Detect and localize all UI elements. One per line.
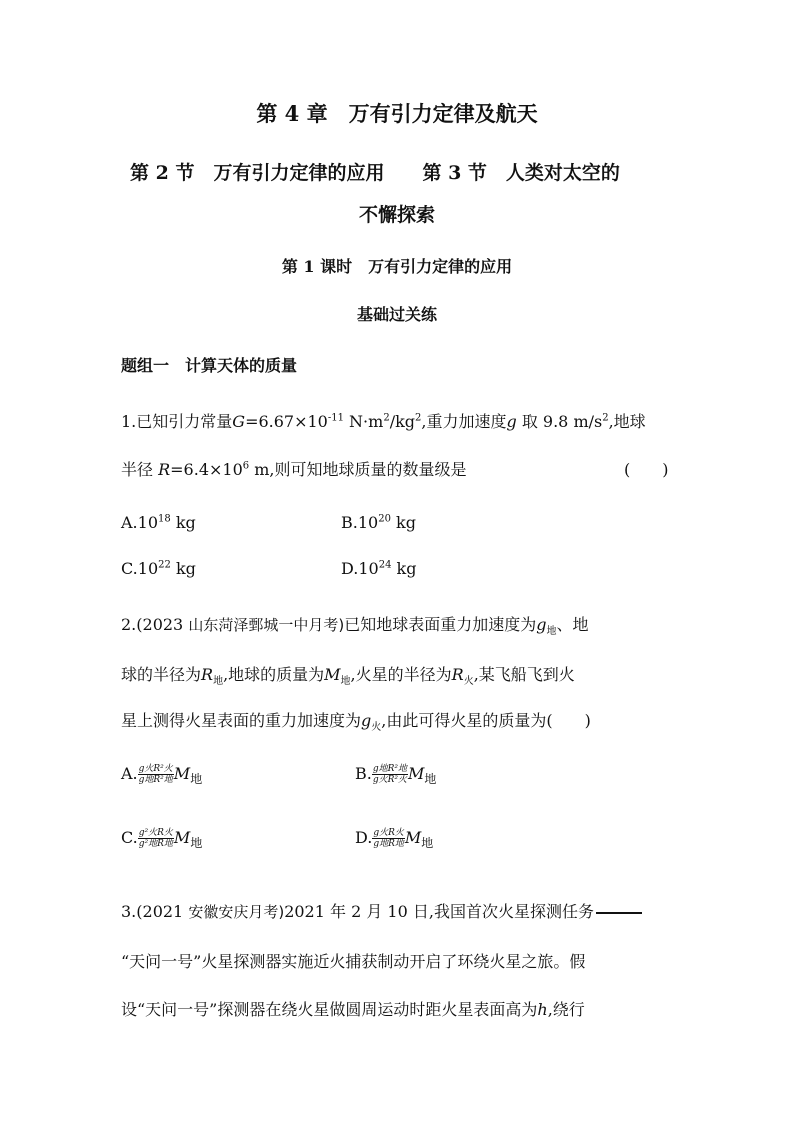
q1-var-r: R bbox=[158, 460, 171, 479]
q2-var: g bbox=[361, 711, 372, 730]
lesson-title: 第 1 课时 万有引力定律的应用 bbox=[281, 257, 513, 276]
q2-choice-d: D. $\frac{\text{g火R火}}{\text{g地R地}}$ $M_地$ bbox=[355, 828, 434, 851]
level-title: 基础过关练 bbox=[356, 305, 437, 324]
q2-sub: 火 bbox=[463, 676, 474, 688]
q3-line2: “天问一号”火星探测器实施近火捕获制动开启了环绕火星之旅。假 bbox=[121, 952, 586, 971]
q1-exp: 6 bbox=[242, 460, 250, 472]
q2-choice-b: B. $\frac{\text{g地R²地}}{\text{g火R²火}}$ $M_地$ bbox=[355, 764, 437, 787]
q3-text: ,绕行 bbox=[547, 1000, 585, 1019]
q3-number: 3.(2021 bbox=[121, 902, 184, 921]
section-title-line2: 不懈探索 bbox=[358, 204, 435, 226]
q2-text: ,火星的半径为 bbox=[350, 665, 452, 684]
q1-text: 1.已知引力常量 bbox=[121, 412, 233, 431]
dash-rule bbox=[596, 912, 642, 914]
q1-exp: 2 bbox=[415, 412, 422, 424]
q1-text: 半径 bbox=[121, 460, 159, 479]
q1-exp: 2 bbox=[602, 412, 609, 424]
q3-text: 设“天问一号”探测器在绕火星做圆周运动时距火星表面高为 bbox=[121, 1000, 538, 1019]
q2-number: 2.(2023 bbox=[121, 615, 184, 634]
q1-answer-bracket: ( ) bbox=[624, 460, 669, 479]
q1-choice-a: $A.10^{18}$ kg bbox=[121, 513, 196, 532]
q1-var-gravity: g bbox=[506, 412, 517, 431]
q2-text: 球的半径为 bbox=[121, 665, 202, 684]
q2-source: 山东菏泽鄄城一中月考) bbox=[188, 616, 345, 634]
q2-var: R bbox=[201, 665, 214, 684]
q1-text: ,地球 bbox=[608, 412, 646, 431]
q2-text: ,某飞船飞到火 bbox=[473, 665, 575, 684]
q1-text: ,重力加速度 bbox=[421, 412, 507, 431]
q1-text: =6.4×10 bbox=[170, 460, 243, 479]
q3-source: 安徽安庆月考) bbox=[188, 903, 285, 921]
q1-text: /kg bbox=[389, 412, 416, 431]
q2-text: ,地球的质量为 bbox=[223, 665, 325, 684]
q1-text: =6.67×10 bbox=[245, 412, 328, 431]
q2-text: ,由此可得火星的质量为( ) bbox=[381, 711, 591, 730]
q2-text: 已知地球表面重力加速度为 bbox=[344, 615, 537, 634]
q1-choice-c: $C.10^{22}$ kg bbox=[121, 559, 196, 578]
q1-text: N·m bbox=[343, 412, 384, 431]
q2-text: 、地 bbox=[556, 615, 589, 634]
q2-sub: 火 bbox=[371, 722, 382, 734]
q2-line3 bbox=[121, 708, 591, 733]
q1-line2 bbox=[121, 457, 467, 480]
q1-choice-d: $D.10^{24}$ kg bbox=[341, 559, 417, 578]
q3-line1 bbox=[121, 899, 642, 922]
q2-sub: 地 bbox=[340, 676, 351, 688]
q2-choice-a: A. $\frac{\text{g火R²火}}{\text{g地R²地}}$ $M_地$ bbox=[121, 764, 203, 787]
q2-sub: 地 bbox=[213, 676, 224, 688]
q2-line1 bbox=[121, 612, 588, 637]
q2-choice-c: C. $\frac{\text{g²火R火}}{\text{g²地R地}}$ $M_地$ bbox=[121, 828, 203, 851]
q1-exp: 2 bbox=[383, 412, 390, 424]
q1-text: m,则可知地球质量的数量级是 bbox=[249, 460, 467, 479]
q2-sub: 地 bbox=[546, 626, 557, 638]
q1-choice-b: $B.10^{20}$ kg bbox=[341, 513, 416, 532]
q2-var: R bbox=[451, 665, 464, 684]
q3-text: 2021 年 2 月 10 日,我国首次火星探测任务 bbox=[284, 902, 594, 921]
q1-text: 取 9.8 m/s bbox=[516, 412, 603, 431]
group-heading: 题组一 计算天体的质量 bbox=[121, 356, 298, 375]
q2-var: g bbox=[536, 615, 547, 634]
q3-line3 bbox=[121, 997, 585, 1020]
q1-var-g: G bbox=[232, 412, 246, 431]
q1-exp: -11 bbox=[327, 412, 344, 424]
chapter-title: 第 4 章 万有引力定律及航天 bbox=[256, 101, 538, 126]
q3-var-h: h bbox=[537, 1000, 548, 1019]
q2-text: 星上测得火星表面的重力加速度为 bbox=[121, 711, 362, 730]
q2-line2 bbox=[121, 662, 575, 687]
q1-line1 bbox=[121, 409, 646, 432]
section-title-line1: 第 2 节 万有引力定律的应用 第 3 节 人类对太空的 bbox=[130, 162, 620, 184]
q2-var: M bbox=[324, 665, 341, 684]
